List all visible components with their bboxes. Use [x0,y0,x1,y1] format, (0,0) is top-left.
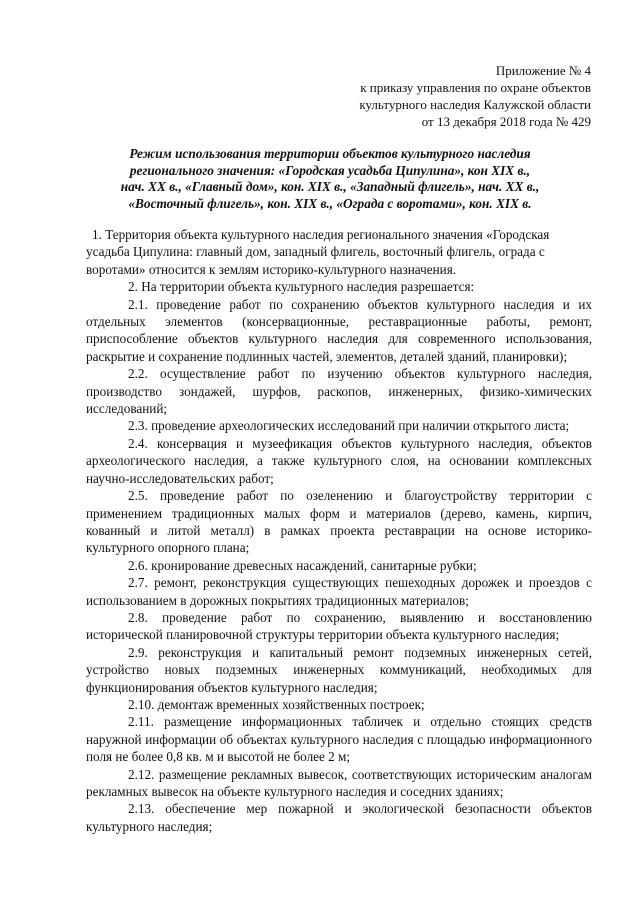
paragraph-2-13: 2.13. обеспечение мер пожарной и экологической безопасности объектов культурного наследия; [86,801,592,834]
appendix-authority-line: культурного наследия Калужской области [359,97,591,112]
paragraph-2-6: 2.6. кронирование древесных насаждений, санитарные рубки; [128,557,477,573]
appendix-order-line: к приказу управления по охране объектов [360,80,591,95]
appendix-date-line: от 13 декабря 2018 года № 429 [421,114,591,129]
paragraph-2-12: 2.12. размещение рекламных вывесок, соответствующих историческим аналогам рекламных вывесок на объекте культурного наследия и соседних зданиях; [86,766,592,799]
title-line-3: нач. XX в., «Главный дом», кон. XIX в., «Западный флигель», нач. XX в., [120,179,540,194]
paragraph-2-7: 2.7. ремонт, реконструкция существующих пешеходных дорожек и проездов с использованием в дорожных покрытиях традиционных материалов; [86,575,592,608]
paragraph-2-4: 2.4. консервация и музеефикация объектов культурного наследия, объектов археологического наследия, а также культурного слоя, на основании комплексных научно-исследовательских работ; [86,435,592,486]
document-title [60,146,600,212]
paragraph-2-2: 2.2. осуществление работ по изучению объектов культурного наследия, производство зондажей, шурфов, раскопов, инженерных, физико-химических исследований; [86,366,592,417]
paragraph-2-5: 2.5. проведение работ по озеленению и благоустройству территории с применением традиционных малых форм и материалов (дерево, камень, кирпич, кованный и литой металл) в рамках проекта реставрации на основе историко-культурного опорного плана; [86,488,592,556]
paragraph-2-1: 2.1. проведение работ по сохранению объектов культурного наследия и их отдельных элементов (консервационные, реставрационные работы, ремонт, приспособление объектов культурного наследия для современного использования, раскрытие и сохранение подлинных частей, элементов, деталей зданий, планировки); [86,296,592,364]
paragraph-1: 1. Территория объекта культурного наследия регионального значения «Городская усадьба Ципулина: главный дом, западный флигель, восточный флигель, ограда с воротами» относится к землям историко-культурного назначения. [86,227,550,277]
paragraph-2-11: 2.11. размещение информационных табличек и отдельно стоящих средств наружной информации об объектах культурного наследия с площадью информационного поля не более 0,8 кв. м и высотой не более 2 м; [86,714,592,765]
title-line-1: Режим использования территории объектов культурного наследия [129,146,531,161]
paragraph-2: 2. На территории объекта культурного наследия разрешается: [128,279,475,295]
paragraph-2-10: 2.10. демонтаж временных хозяйственных построек; [128,696,425,712]
appendix-number: Приложение № 4 [495,63,591,78]
title-line-4: «Восточный флигель», кон. XIX в., «Ограда с воротами», кон. XIX в. [128,195,532,211]
paragraph-2-8: 2.8. проведение работ по сохранению, выявлению и восстановлению исторической планировочной структуры территории объекта культурного наследия; [86,609,592,643]
title-line-2: регионального значения: «Городская усадьба Ципулина», кон XIX в., [129,162,531,178]
document-body [86,226,592,835]
appendix-header [291,62,591,130]
paragraph-2-3: 2.3. проведение археологических исследований при наличии открытого листа; [128,418,570,434]
paragraph-2-9: 2.9. реконструкция и капитальный ремонт подземных инженерных сетей, устройство новых подземных инженерных коммуникаций, необходимых для функционирования объектов культурного наследия; [86,644,592,695]
